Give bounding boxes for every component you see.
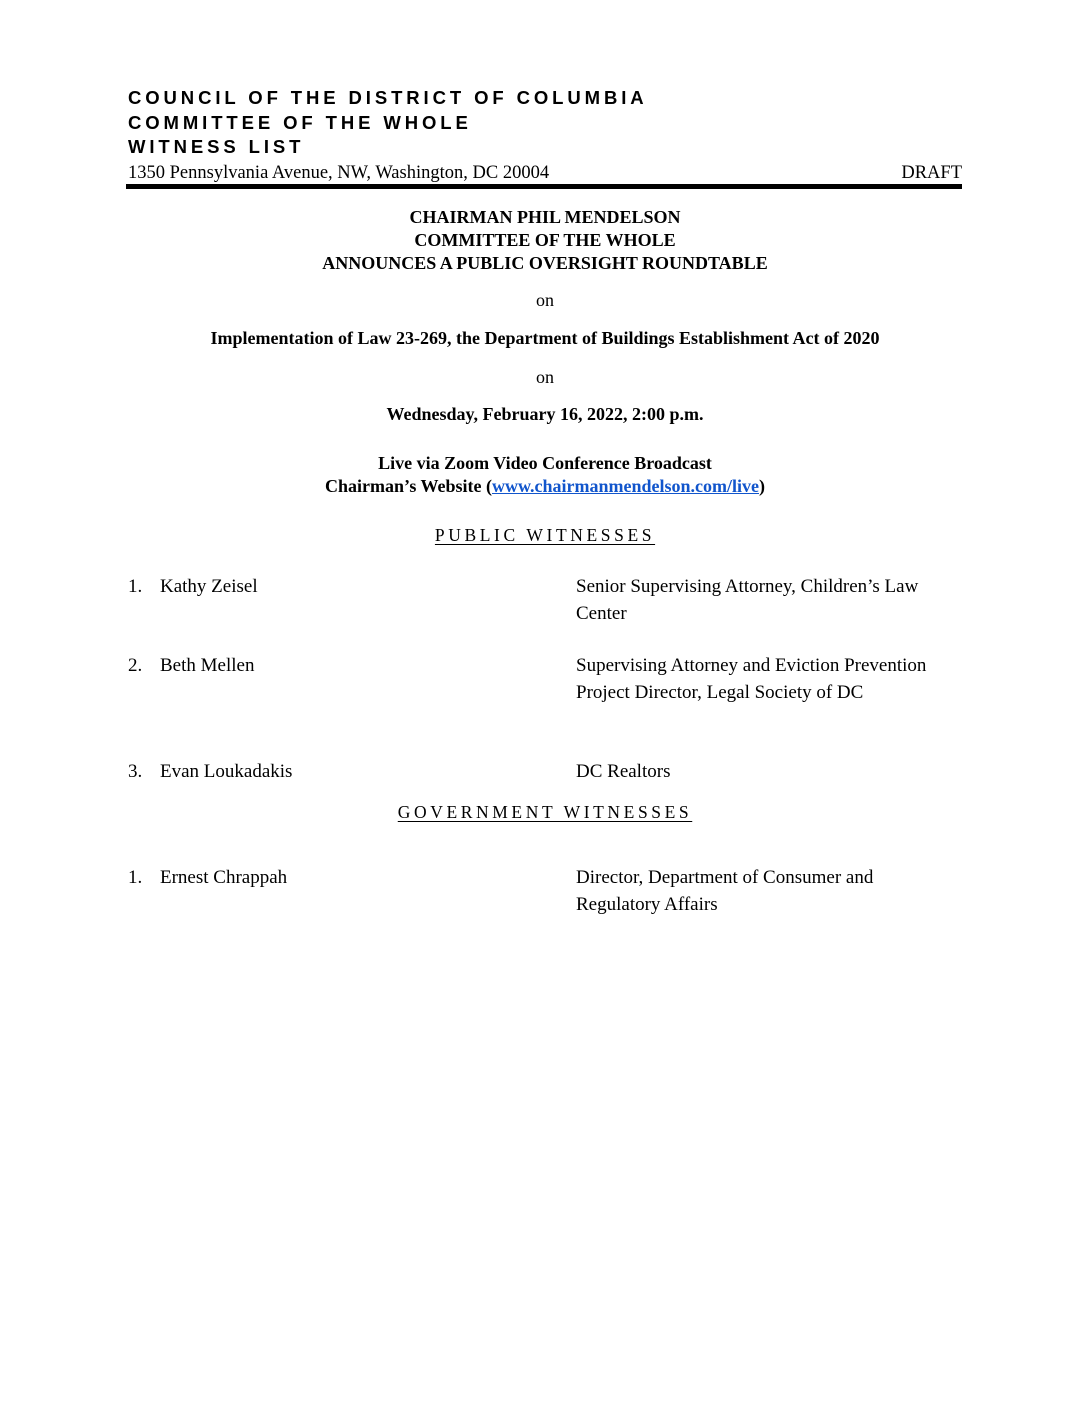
website-line (128, 475, 962, 498)
document-type: WITNESS LIST (128, 136, 305, 157)
roundtable-line: ANNOUNCES A PUBLIC OVERSIGHT ROUNDTABLE (322, 253, 768, 273)
website-link[interactable]: www.chairmanmendelson.com/live (492, 476, 759, 496)
witness-number: 2. (128, 655, 143, 676)
hearing-datetime: Wednesday, February 16, 2022, 2:00 p.m. (386, 404, 704, 424)
address-row (128, 161, 962, 185)
header-rule (126, 184, 962, 189)
announcement-heading (128, 206, 962, 275)
witness-name: Ernest Chrappah (160, 867, 288, 888)
committee-line: COMMITTEE OF THE WHOLE (414, 230, 676, 250)
letterhead (128, 86, 962, 185)
witness-title: DC Realtors (576, 761, 671, 782)
witness-title: Supervising Attorney and Eviction Prevention Project Director, Legal Society of DC (576, 655, 927, 703)
witness-name: Beth Mellen (160, 655, 255, 676)
website-suffix: ) (759, 476, 765, 496)
witness-name: Evan Loukadakis (160, 761, 293, 782)
witness-number: 1. (128, 576, 143, 597)
witness-title: Director, Department of Consumer and Regulatory Affairs (576, 867, 874, 915)
witness-number: 1. (128, 867, 143, 888)
witness-number: 3. (128, 761, 143, 782)
public-witnesses-heading: PUBLIC WITNESSES (434, 525, 656, 545)
chairman-line: CHAIRMAN PHIL MENDELSON (409, 207, 681, 227)
website-prefix: Chairman’s Website ( (324, 476, 492, 496)
government-witnesses-heading: GOVERNMENT WITNESSES (397, 802, 693, 822)
address: 1350 Pennsylvania Avenue, NW, Washington, DC 20004 (128, 162, 550, 183)
broadcast-info (128, 452, 962, 498)
witness-name: Kathy Zeisel (160, 576, 258, 597)
draft-label: DRAFT (901, 162, 962, 183)
on-text-1: on (536, 290, 554, 310)
witness-title: Senior Supervising Attorney, Children’s Law Center (576, 576, 919, 624)
committee-name: COMMITTEE OF THE WHOLE (128, 111, 472, 133)
on-text-2: on (536, 367, 554, 387)
hearing-subject: Implementation of Law 23-269, the Department of Buildings Establishment Act of 2020 (210, 328, 880, 348)
council-name: COUNCIL OF THE DISTRICT OF COLUMBIA (128, 87, 648, 108)
venue-line: Live via Zoom Video Conference Broadcast (378, 453, 712, 473)
